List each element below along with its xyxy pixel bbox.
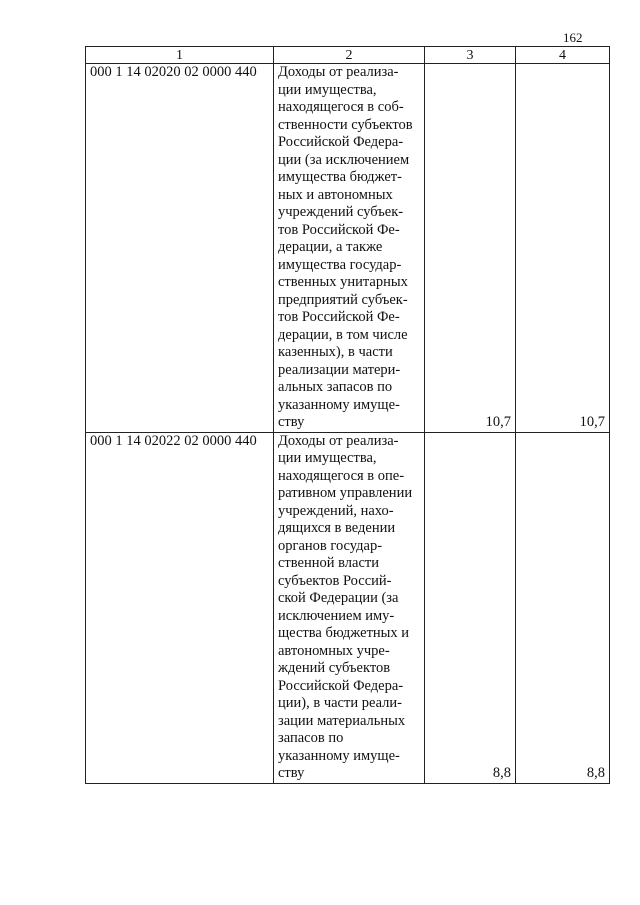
description-line: тов Российской Фе- — [278, 221, 400, 238]
description-line: ской Федерации (за — [278, 590, 399, 606]
description-line: ции имущества, — [278, 450, 377, 466]
description-line: автономных учре- — [278, 642, 390, 659]
description-line: казенных), в части — [278, 344, 393, 360]
description-line: ции (за исключением — [278, 151, 410, 168]
description-line: указанному имуще- — [278, 396, 400, 413]
description-line: учреждений, нахо- — [278, 502, 394, 519]
description-line: зации материальных — [278, 712, 406, 729]
row-value-col3: 10,7 — [425, 64, 516, 433]
description-line: находящегося в соб- — [278, 99, 404, 115]
description-line: реализации матери- — [278, 361, 401, 378]
description-line: запасов по — [278, 730, 344, 746]
row-code: 000 1 14 02020 02 0000 440 — [86, 64, 274, 433]
description-line: дерации, а также — [278, 239, 383, 255]
description-line: дерации, в том числе — [278, 326, 408, 343]
row-value-col4: 10,7 — [516, 64, 610, 433]
row-description — [274, 432, 425, 783]
description-line: исключением иму- — [278, 607, 395, 624]
description-line: органов государ- — [278, 537, 383, 554]
header-col-4: 4 — [516, 47, 610, 64]
description-line: субъектов Россий- — [278, 572, 392, 589]
header-col-1: 1 — [86, 47, 274, 64]
description-line: ции имущества, — [278, 81, 377, 98]
table-header-row — [86, 47, 610, 64]
description-line: тов Российской Фе- — [278, 309, 400, 325]
page-number: 162 — [563, 30, 583, 45]
budget-table — [85, 46, 610, 784]
header-col-3: 3 — [425, 47, 516, 64]
description-line: ству — [278, 765, 305, 781]
description-line: имущества бюджет- — [278, 169, 402, 185]
description-line: щества бюджетных и — [278, 625, 410, 641]
description-line: имущества государ- — [278, 256, 402, 273]
description-line: ративном управлении — [278, 485, 413, 501]
description-line: указанному имуще- — [278, 747, 400, 764]
description-line: предприятий субъек- — [278, 291, 408, 308]
description-line: ству — [278, 414, 305, 430]
description-line: находящегося в опе- — [278, 467, 405, 484]
row-value-col3: 8,8 — [425, 432, 516, 783]
row-value-col4: 8,8 — [516, 432, 610, 783]
table-row — [86, 432, 610, 783]
description-line: ции), в части реали- — [278, 695, 402, 711]
description-line: Российской Федера- — [278, 677, 404, 694]
header-col-2: 2 — [274, 47, 425, 64]
description-line: ждений субъектов — [278, 660, 391, 676]
row-code: 000 1 14 02022 02 0000 440 — [86, 432, 274, 783]
row-description — [274, 64, 425, 433]
description-line: ственной власти — [278, 555, 379, 571]
description-line: ных и автономных — [278, 186, 393, 203]
table-row — [86, 64, 610, 433]
description-line: дящихся в ведении — [278, 520, 396, 536]
description-line: Доходы от реализа- — [278, 64, 399, 80]
description-line: учреждений субъек- — [278, 204, 404, 220]
description-line: Российской Федера- — [278, 134, 404, 150]
description-line: ственных унитарных — [278, 274, 408, 290]
description-line: Доходы от реализа- — [278, 432, 399, 449]
description-line: ственности субъектов — [278, 116, 413, 133]
description-line: альных запасов по — [278, 379, 393, 395]
